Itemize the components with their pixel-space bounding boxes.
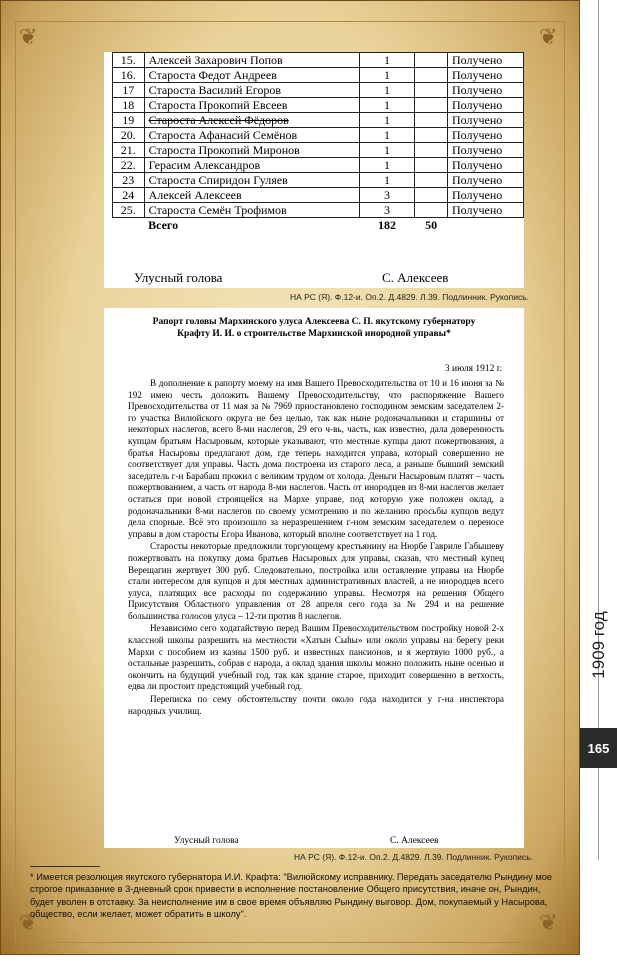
table-cell: Получено [447,98,523,113]
table-row [113,53,524,68]
report-date: 3 июля 1912 г. [444,364,502,374]
year-label: 1909 год [588,611,608,679]
report-body [128,378,504,718]
table-row [113,203,524,218]
table-cell: 23 [113,173,145,188]
table-cell [415,188,448,203]
report-paragraph: Независимо сего ходатайствую перед Вашим Превосходительством постройку новой 2-х классной школы разрешить на местности «Хатын Сыһы» или около управы на берегу реки Мархи с пособием из казны 1500 руб. и известных пансионов, и я жертвую 1000 руб., а остальные разрешить, собрав с народа, а оклад здания школы можно положить ныне осенью и окончить на будущий учебный год, так как здание старое, приходит совершенно в ветхость, едва ли простоит предстоящий учебный год. [128,623,504,692]
table-cell: 20. [113,128,145,143]
table-cell: 1 [359,143,415,158]
table-cell: 1 [359,83,415,98]
table-cell: 18 [113,98,145,113]
report-document [104,308,524,848]
table-cell: 1 [359,158,415,173]
table-cell: Получено [447,113,523,128]
table-row [113,68,524,83]
table-cell: Староста Прокопий Миронов [144,143,359,158]
table-cell: 16. [113,68,145,83]
table-cell [415,173,448,188]
table-cell: Алексей Алексеев [144,188,359,203]
table-cell: 1 [359,68,415,83]
signature-title: Улусный голова [134,270,223,285]
table-cell: Получено [447,188,523,203]
table-cell: Получено [447,173,523,188]
signature-title: Улусный голова [174,836,239,846]
table-cell: 3 [359,203,415,218]
table-cell: Получено [447,143,523,158]
table-cell: Староста Прокопий Евсеев [144,98,359,113]
table-cell: Получено [447,203,523,218]
sidebar-year [580,600,617,690]
footnote-divider [30,866,100,867]
table-cell: 22. [113,158,145,173]
table-cell: 1 [359,128,415,143]
report-title: Рапорт головы Мархинского улуса Алексеева С. П. якутскому губернатору Крафту И. И. о строительстве Мархинской инородной управы* [152,317,476,339]
archive-source: НА РС (Я). Ф.12-и. Оп.2. Д.4829. Л.39. Подлинник. Рукопись. [294,852,533,862]
table-cell: Получено [447,158,523,173]
table-cell: 1 [359,98,415,113]
table-cell [415,143,448,158]
table-cell: 1 [359,53,415,68]
roster-table [112,52,524,232]
table-cell: Получено [447,68,523,83]
table-cell: 50 [415,218,448,233]
signature-name: С. Алексеев [382,270,449,285]
archive-source: НА РС (Я). Ф.12-и. Оп.2. Д.4829. Л.39. Подлинник. Рукопись. [290,292,529,302]
table-cell [415,83,448,98]
table-cell [415,128,448,143]
table-cell: 21. [113,143,145,158]
corner-ornament-icon: ❦ [539,911,558,936]
table-cell: 182 [359,218,415,233]
report-paragraph: Старосты некоторые предложили торгующему крестьянину на Нюрбе Гавриле Габышеву пожертвовать на покупку дома братьев Насыровых для управы, сказав, что местный купец Верещагин жертвует 300 руб. Следовательно, постройка или оставление управы на Нюрбе стали интересом для купцов и для местных административных властей, а не инородцев всего улуса, платящих все расходы по содержанию управы. Несмотря на решения Общего Присутствия Областного управления от 28 апреля сего года за № 294 и на решение большинства голосов улуса – 12-ти против 8 наслегов. [128,541,504,621]
page-number: 165 [580,728,617,768]
table-row [113,128,524,143]
table-cell: 19 [113,113,145,128]
table-cell [415,158,448,173]
table-cell: 15. [113,53,145,68]
table-cell: 3 [359,188,415,203]
table-row [113,143,524,158]
report-paragraph: Переписка по сему обстоятельству почти около года находится у г-на инспектора народных училищ. [128,694,504,716]
table-cell: Староста Василий Егоров [144,83,359,98]
table-row [113,113,524,128]
signature-name: С. Алексеев [390,836,439,846]
table-cell: 25. [113,203,145,218]
table-cell [113,218,145,233]
table-cell [415,68,448,83]
table-cell: Герасим Александров [144,158,359,173]
table-cell: Староста Спиридон Гуляев [144,173,359,188]
report-paragraph: В дополнение к рапорту моему на имя Вашего Превосходительства от 10 и 16 июня за № 192 имею честь доложить Вашему Превосходительству, что распоряжение Вашего Превосходительства от 11 мая за № 7969 приостановлено господином земским заседателем 2-го участка Вилюйского округа не без целью, так как ныне родоначальники и старшины от некоторых наслегов, всего 8-ми наслегов, 29 его ч-вь, часть, как известно, дала доверенность купцам братьям Насыровым, которые указывают, что местные купцы дают пожертвования, а братья Насыровы предлагают дом, где теперь находится управа, который совершенно не соответствует для управы. Часть дома построена из старого леса, а раньше бывший земский заседатель г-н Барабаш прожил с великим трудом от холода. Деньги Насыровым платят – часть пожертвованием, а часть от народа 8-ми наслегов. Часть от инородцев из 8-ми наслегов желает остаться при новой строящейся на Мархе управе, под которую уже положен оклад, а родоначальники 8-ми наслегов по своему усмотрению и по желанию просьбы купцов ведут дела спорные. Всё это произошло за неразрешением г-ном земским заседателем о переносе управы в дом старосты Егора Иванова, который вполне соответствует на 1 год. [128,378,504,539]
table-cell [415,113,448,128]
table-row [113,158,524,173]
table-cell: 24 [113,188,145,203]
table-total-row [113,218,524,233]
corner-ornament-icon: ❦ [539,25,558,50]
table-cell: Староста Афанасий Семёнов [144,128,359,143]
table-cell: 1 [359,173,415,188]
corner-ornament-icon: ❦ [19,25,38,50]
table-cell [415,98,448,113]
table-row [113,83,524,98]
table-cell: Получено [447,128,523,143]
table-cell: Староста Федот Андреев [144,68,359,83]
table-cell: Всего [144,218,359,233]
table-cell: Алексей Захарович Попов [144,53,359,68]
table-row [113,188,524,203]
table-cell: Получено [447,53,523,68]
corner-ornament-icon: ❦ [19,911,38,936]
table-cell: Староста Алексей Фёдоров [144,113,359,128]
table-cell: Староста Семён Трофимов [144,203,359,218]
table-row [113,173,524,188]
roster-document [104,52,524,288]
table-cell [415,203,448,218]
table-cell [415,53,448,68]
table-row [113,98,524,113]
footnote: * Имеется резолюция якутского губернатора И.И. Крафта: "Вилюйскому исправнику. Передать заседателю Рындину мое строгое приказание в 3-дневный срок привести в исполнение постановление Общего присутствия, иначе он, Рындин, будет уволен в отставку. За неисполнение им в свое время объявляю Рындину выговор. Дом, покупаемый у Насырова, общество, если желает, может обратить в школу". [30,872,553,920]
table-cell: 1 [359,113,415,128]
table-cell [447,218,523,233]
table-cell: 17 [113,83,145,98]
table-cell: Получено [447,83,523,98]
